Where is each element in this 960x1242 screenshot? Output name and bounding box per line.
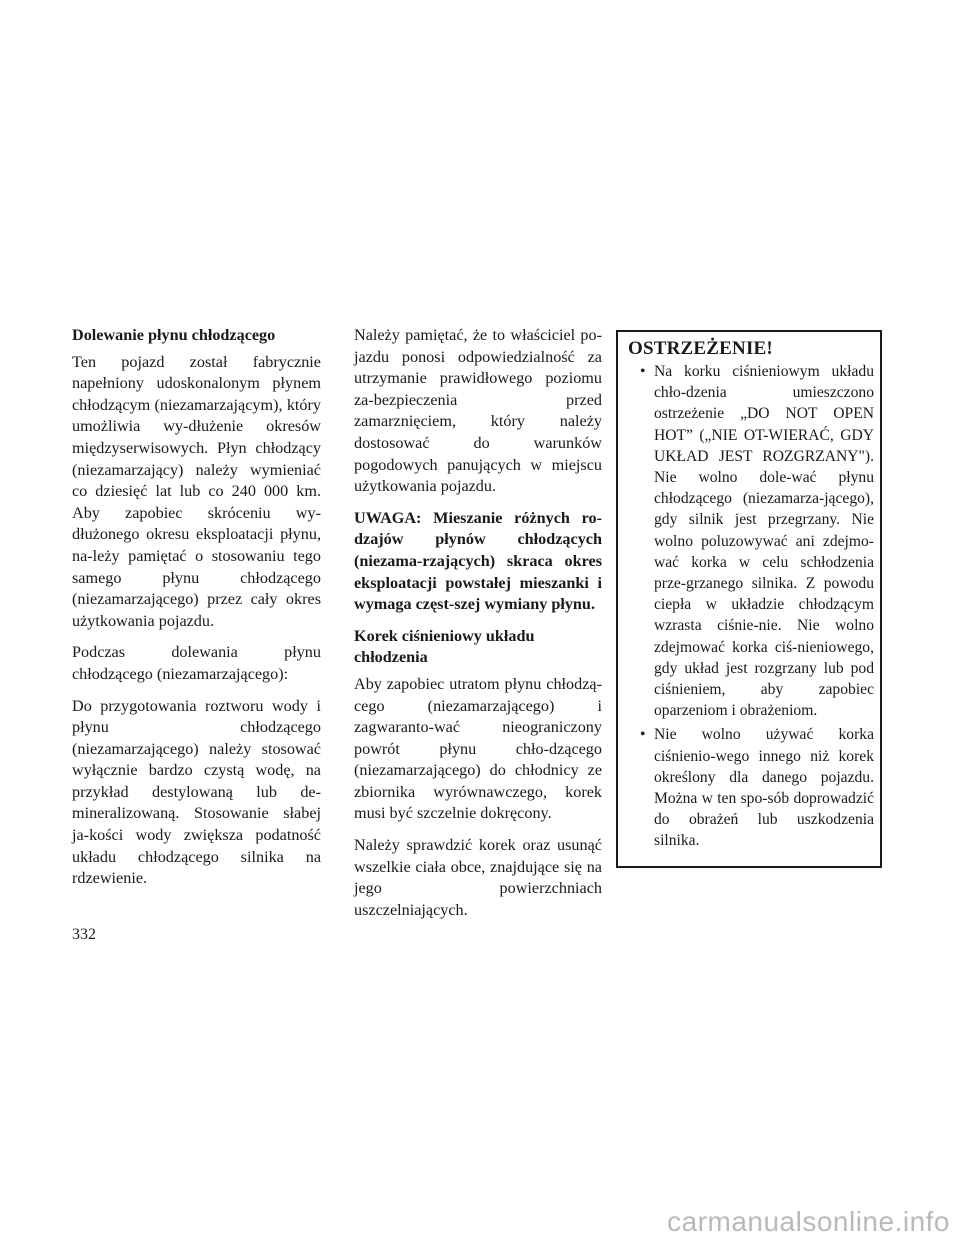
left-column (72, 325, 321, 900)
page-number: 332 (72, 926, 96, 943)
paragraph-when-refilling: Podczas dolewania płynu chłodzącego (niezamarzającego): (72, 643, 321, 683)
paragraph-owner-responsibility: Należy pamiętać, że to właściciel po-jazdu ponosi odpowiedzialność za utrzymanie prawidłowego poziomu za-bezpieczenia przed zamarznięciem, który należy dostosować do warunków pogodowych panujących w miejscu użytkowania pojazdu. (354, 326, 602, 496)
warning-box (616, 330, 882, 868)
section-heading-coolant-refill: Dolewanie płynu chłodzącego (72, 326, 276, 344)
caution-note: UWAGA: Mieszanie różnych ro-dzajów płynów chłodzących (niezama-rzających) skraca okres eksploatacji powstałej mieszanki i wymaga częst-szej wymiany płynu. (354, 508, 602, 614)
warning-title: OSTRZEŻENIE! (628, 338, 773, 359)
warning-item-text: Na korku ciśnieniowym układu chło-dzenia umieszczono ostrzeżenie „DO NOT OPEN HOT” („NIE OT-WIERAĆ, GDY UKŁAD JEST ROZGRZANY"). Nie wolno dole-wać płynu chłodzącego (niezamarza-jącego), gdy silnik jest przegrzany. Nie wolno poluzowywać ani zdejmo-wać korka w celu schłodzenia prze-grzanego silnika. Z powodu ciepła w układzie chłodzącym wzrasta ciśnie-nie. Nie wolno zdejmować korka ciś-nieniowego, gdy układ jest rozgrzany lub pod ciśnieniem, aby zapobiec oparzeniom i obrażeniom. (654, 363, 874, 720)
middle-column (354, 325, 602, 931)
warning-item (628, 724, 874, 851)
paragraph-coolant-intro: Ten pojazd został fabrycznie napełniony udoskonalonym płynem chłodzącym (niezamarzającym), który umożliwia wy-dłużenie okresów międzyserwisowych. Płyn chłodzący (niezamarzający) należy wymieniać co dziesięć lat lub co 240 000 km. Aby zapobiec skróceniu wy-dłużonego okresu eksploatacji płynu, na-leży pamiętać o stosowaniu tego samego płynu chłodzącego (niezamarzającego) przez cały okres użytkowania pojazdu. (72, 352, 321, 630)
warning-item-text: Nie wolno używać korka ciśnienio-wego innego niż korek określony dla danego pojazdu. Można w ten spo-sób doprowadzić do obrażeń lub uszkodzenia silnika. (654, 726, 874, 850)
section-heading-pressure-cap: Korek ciśnieniowy układu chłodzenia (354, 626, 535, 667)
paragraph-cap-tightening: Aby zapobiec utratom płynu chłodzą-cego (niezamarzającego) i zagwaranto-wać nieograniczony powrót płynu chło-dzącego (niezamarzającego) do chłodnicy ze zbiornika wyrównawczego, korek musi być szczelnie dokręcony. (354, 674, 602, 823)
paragraph-water-quality: Do przygotowania roztworu wody i płynu chłodzącego (niezamarzającego) należy stosować wyłącznie bardzo czystą wodę, na przykład destylowaną lub de-mineralizowaną. Stosowanie słabej ja-kości wody zwiększa podatność układu chłodzącego silnika na rdzewienie. (72, 696, 321, 888)
warning-item (628, 361, 874, 721)
bullet-icon: • (640, 726, 646, 744)
watermark: carmanualsonline.info (667, 1206, 950, 1237)
warning-list (628, 361, 874, 852)
paragraph-cap-inspection: Należy sprawdzić korek oraz usunąć wszelkie ciała obce, znajdujące się na jego powierzchniach uszczelniających. (354, 836, 602, 919)
bullet-icon: • (640, 363, 646, 380)
